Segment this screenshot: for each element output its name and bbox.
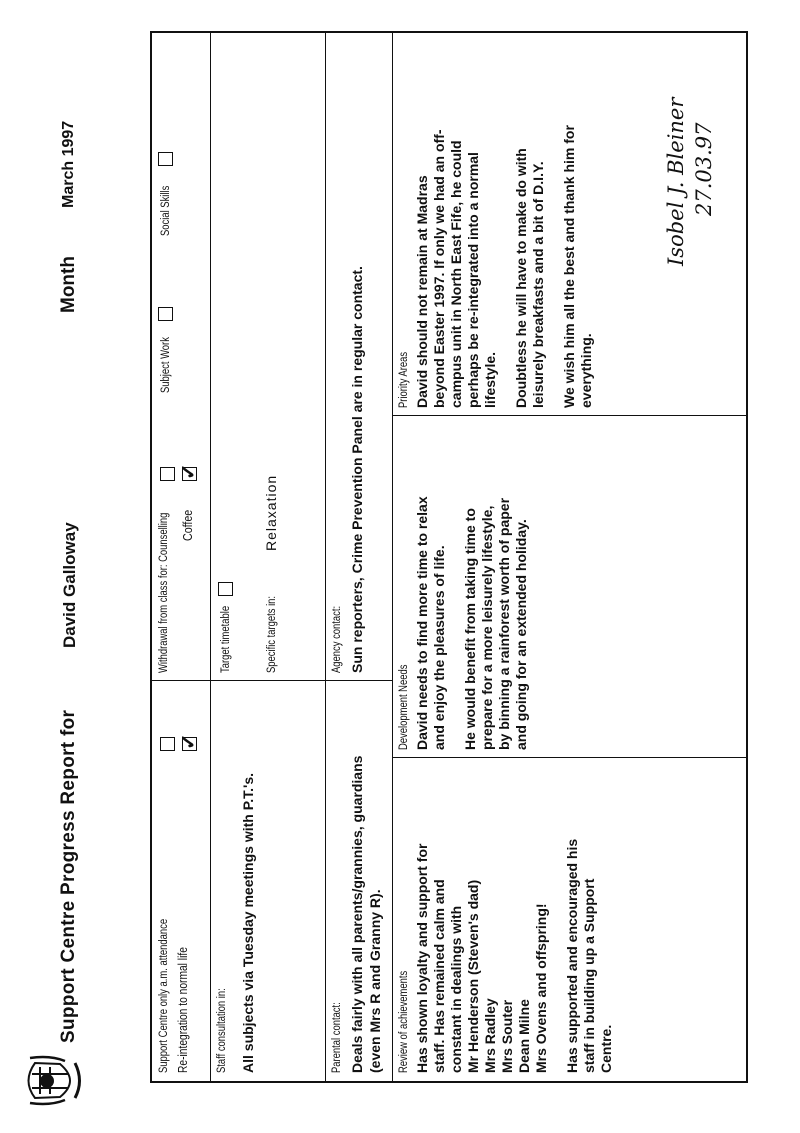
student-name: David Galloway <box>60 522 79 648</box>
review-line: Dean Milne <box>516 999 532 1073</box>
signature-date: 27.03.97 <box>692 122 716 216</box>
counselling-checkbox[interactable] <box>160 467 175 481</box>
target-timetable-checkbox[interactable] <box>218 582 233 596</box>
agency-contact-value: Sun reporters, Crime Prevention Panel are in regular contact. <box>349 266 365 673</box>
withdrawal-cell <box>152 29 210 681</box>
subject-work-label: Subject Work <box>160 337 172 393</box>
subject-work-checkbox[interactable] <box>158 307 173 321</box>
priority-line: campus unit in North East Fife, he could <box>448 140 464 408</box>
priority-line: David should not remain at Madras <box>414 175 430 408</box>
development-paragraph-2 <box>462 424 530 750</box>
priority-paragraph-1 <box>414 37 499 408</box>
check-mark-icon: ✓ <box>178 463 200 480</box>
review-line: Mrs Ovens and offspring! <box>533 903 549 1073</box>
priority-line: everything. <box>578 333 594 408</box>
review-line: staff in building up a Support <box>581 878 597 1073</box>
review-line: Has supported and encouraged his <box>564 838 580 1073</box>
development-line: prepare for a more leisurely lifestyle, <box>479 505 495 750</box>
staff-consultation-label: Staff consultation in: <box>216 988 228 1073</box>
reintegration-label: Re-integration to normal life <box>176 947 190 1073</box>
report-form-grid <box>150 31 748 1083</box>
targets-cell <box>210 29 325 681</box>
priority-line: We wish him all the best and thank him for <box>561 125 577 408</box>
development-line: and enjoy the pleasures of life. <box>431 545 447 750</box>
parental-contact-value-line2: (even Mrs R and Granny R). <box>367 889 383 1073</box>
priority-line: beyond Easter 1997. If only we had an off- <box>431 129 447 408</box>
development-line: by binning a rainforest worth of paper <box>496 497 512 750</box>
report-title: Support Centre Progress Report for <box>58 709 79 1043</box>
attendance-label: Support Centre only a.m. attendance <box>158 918 170 1073</box>
review-line: Mr Henderson (Steven's dad) <box>465 879 481 1073</box>
review-line: Centre. <box>598 1024 614 1073</box>
development-label: Development Needs <box>398 664 410 750</box>
development-line: and going for an extended holiday. <box>513 519 529 750</box>
agency-contact-cell <box>325 29 392 681</box>
priority-line: lifestyle. <box>482 351 498 408</box>
priority-areas-cell <box>392 29 747 416</box>
review-line: constant in dealings with <box>448 905 464 1073</box>
development-paragraph-1 <box>414 424 448 750</box>
review-paragraph-1 <box>414 766 550 1073</box>
priority-line: perhaps be re-integrated into a normal <box>465 152 481 408</box>
development-line: He would benefit from taking time to <box>462 508 478 750</box>
priority-line: Doubtless he will have to make do with <box>513 148 529 408</box>
month-value: March 1997 <box>60 120 77 208</box>
attendance-checkbox[interactable] <box>160 737 175 751</box>
review-line: Mrs Radley <box>482 998 498 1073</box>
priority-label: Priority Areas <box>398 351 410 408</box>
target-timetable-label: Target timetable <box>220 605 232 673</box>
priority-line: leisurely breakfasts and a bit of D.I.Y. <box>530 161 546 408</box>
development-line: David needs to find more time to relax <box>414 496 430 750</box>
review-line: Has shown loyalty and support for <box>414 843 430 1073</box>
review-label: Review of achievements <box>398 970 410 1073</box>
parental-contact-label: Parental contact: <box>331 1002 343 1073</box>
signature: Isobel J. Bleiner <box>664 97 688 266</box>
report-header <box>58 20 98 1043</box>
staff-consultation-value: All subjects via Tuesday meetings with P.T.'s. <box>240 772 256 1073</box>
coffee-label: Coffee <box>180 509 195 541</box>
month-label: Month <box>58 256 79 313</box>
specific-targets-label: Specific targets in: <box>266 595 278 673</box>
withdrawal-label: Withdrawal from class for: Counselling <box>158 512 170 673</box>
attendance-cell <box>152 681 210 1081</box>
parental-contact-cell <box>325 681 392 1081</box>
priority-paragraph-3 <box>561 37 595 408</box>
priority-paragraph-2 <box>513 37 547 408</box>
check-mark-icon: ✓ <box>178 733 200 750</box>
school-crest-logo <box>20 1053 85 1108</box>
review-of-achievements-cell <box>392 758 747 1081</box>
social-skills-checkbox[interactable] <box>158 152 173 166</box>
development-needs-cell <box>392 416 747 758</box>
parental-contact-value-line1: Deals fairly with all parents/grannies, guardians <box>349 755 365 1073</box>
review-line: staff. Has remained calm and <box>431 879 447 1073</box>
social-skills-label: Social Skills <box>160 185 172 236</box>
review-line: Mrs Souter <box>499 999 515 1073</box>
specific-targets-value: Relaxation <box>263 474 279 551</box>
review-paragraph-2 <box>564 766 615 1073</box>
agency-contact-label: Agency contact: <box>331 605 343 673</box>
staff-consultation-cell <box>210 681 325 1081</box>
